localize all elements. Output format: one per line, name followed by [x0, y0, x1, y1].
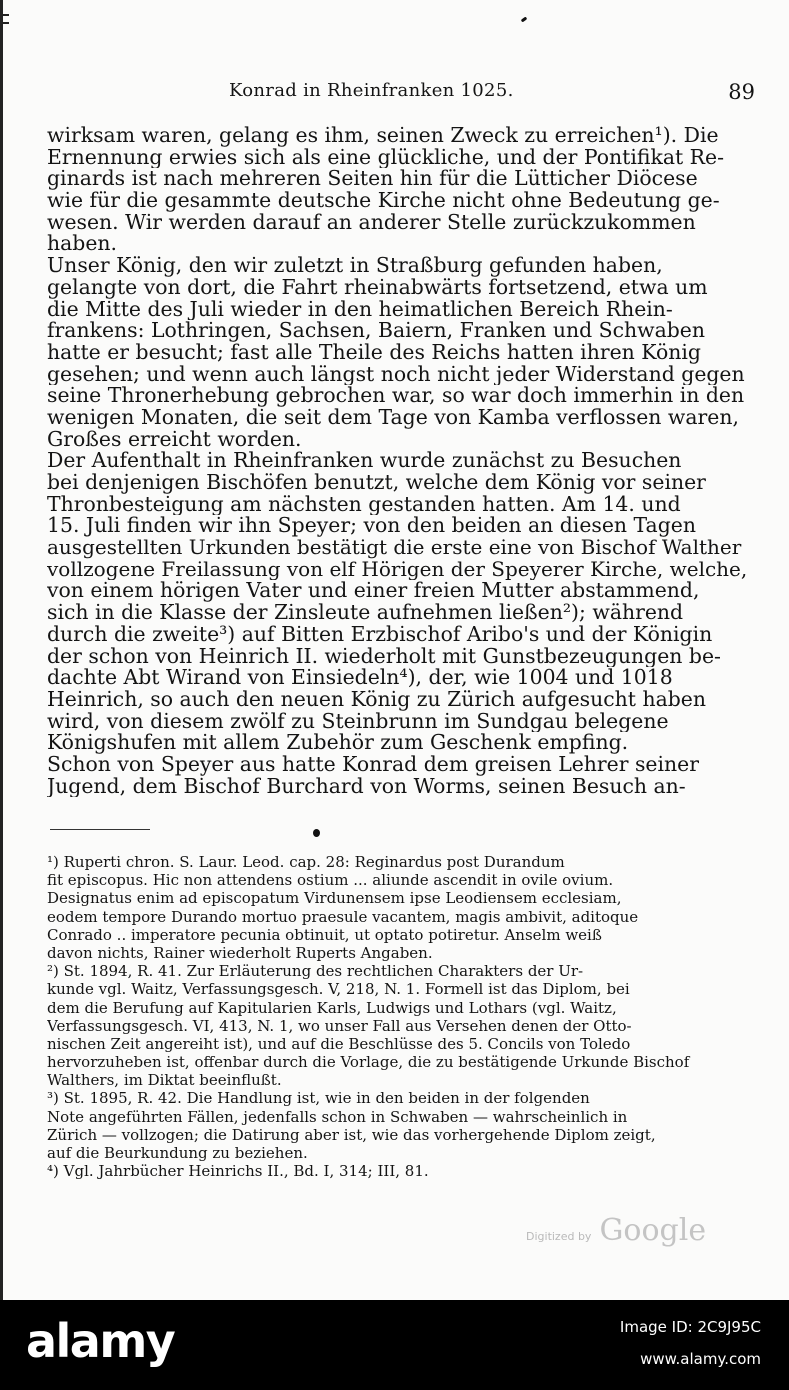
- body-line: gelangte von dort, die Fahrt rheinabwärts fortsetzend, etwa um: [47, 276, 708, 299]
- digitized-label: Digitized by: [526, 1230, 592, 1243]
- body-line: Heinrich, so auch den neuen König zu Zürich aufgesucht haben: [47, 688, 707, 711]
- footnote-line: Verfassungsgesch. VI, 413, N. 1, wo unser Fall aus Versehen denen der Otto-: [47, 1016, 632, 1035]
- footnote-line: Note angeführten Fällen, jedenfalls schon in Schwaben — wahrscheinlich in: [47, 1107, 628, 1126]
- footnote-line: Walthers, im Diktat beeinflußt.: [47, 1071, 282, 1090]
- ink-dot: [313, 829, 320, 837]
- body-line: gesehen; und wenn auch längst noch nicht jeder Widerstand gegen: [47, 363, 745, 386]
- footnote-line: ⁴) Vgl. Jahrbücher Heinrichs II., Bd. I, 314; III, 81.: [47, 1162, 429, 1181]
- page-edge-tick: [0, 22, 9, 24]
- alamy-url: www.alamy.com: [640, 1350, 761, 1368]
- footnote-line: Designatus enim ad episcopatum Virdunensem ipse Leodiensem ecclesiam,: [47, 889, 622, 908]
- body-line: der schon von Heinrich II. wiederholt mit Gunstbezeugungen be-: [47, 645, 721, 668]
- body-line: ausgestellten Urkunden bestätigt die erste eine von Bischof Walther: [47, 537, 742, 559]
- body-line: wenigen Monaten, die seit dem Tage von Kamba verflossen waren,: [47, 406, 739, 429]
- footnote-line: ¹) Ruperti chron. S. Laur. Leod. cap. 28: Reginardus post Durandum: [47, 853, 565, 871]
- body-line: von einem hörigen Vater und einer freien Mutter abstammend,: [47, 580, 700, 603]
- body-line: durch die zweite³) auf Bitten Erzbischof Aribo's und der Königin: [47, 623, 713, 646]
- body-line: frankens: Lothringen, Sachsen, Baiern, Franken und Schwaben: [47, 320, 705, 342]
- google-watermark: [526, 1213, 706, 1253]
- body-text: [47, 125, 747, 797]
- page-edge-rule: [0, 0, 3, 1300]
- body-line: sich in die Klasse der Zinsleute aufnehmen ließen²); während: [47, 602, 684, 624]
- body-line: Großes erreicht worden.: [47, 428, 302, 451]
- body-line: wesen. Wir werden darauf an anderer Stelle zurückzukommen: [47, 211, 696, 234]
- body-line: Schon von Speyer aus hatte Konrad dem greisen Lehrer seiner: [47, 753, 699, 776]
- body-line: Thronbesteigung am nächsten gestanden hatten. Am 14. und: [47, 493, 681, 516]
- body-line: wie für die gesammte deutsche Kirche nicht ohne Bedeutung ge-: [47, 190, 720, 212]
- page-edge-tick: [0, 14, 9, 16]
- body-line: Der Aufenthalt in Rheinfranken wurde zunächst zu Besuchen: [47, 450, 682, 472]
- footnotes: [47, 853, 747, 1180]
- alamy-logo: alamy: [26, 1314, 175, 1368]
- body-line: Königshufen mit allem Zubehör zum Geschenk empfing.: [47, 732, 629, 754]
- footnote-line: Conrado .. imperatore pecunia obtinuit, ut optato potiretur. Anselm weiß: [47, 925, 602, 944]
- footnote-line: ²) St. 1894, R. 41. Zur Erläuterung des rechtlichen Charakters der Ur-: [47, 962, 584, 981]
- scan-speck: [521, 17, 528, 23]
- body-line: wirksam waren, gelang es ihm, seinen Zweck zu erreichen¹). Die: [47, 125, 719, 147]
- body-line: Unser König, den wir zuletzt in Straßburg gefunden haben,: [47, 255, 663, 277]
- running-head: Konrad in Rheinfranken 1025.: [229, 80, 514, 101]
- footnote-line: nischen Zeit angereiht ist), und auf die Beschlüsse des 5. Concils von Toledo: [47, 1034, 631, 1053]
- image-id: Image ID: 2C9J95C: [619, 1318, 761, 1336]
- body-line: dachte Abt Wirand von Einsiedeln⁴), der, wie 1004 und 1018: [47, 667, 673, 689]
- footnote-separator: [50, 829, 150, 830]
- page-number: 89: [728, 80, 755, 104]
- footnote-line: dem die Berufung auf Kapitularien Karls, Ludwigs und Lothars (vgl. Waitz,: [47, 998, 617, 1017]
- body-line: hatte er besucht; fast alle Theile des Reichs hatten ihren König: [47, 341, 701, 364]
- footnote-line: Zürich — vollzogen; die Datirung aber ist, wie das vorhergehende Diplom zeigt,: [47, 1125, 656, 1144]
- google-logo: Google: [599, 1213, 707, 1248]
- footnote-line: davon nichts, Rainer wiederholt Ruperts Angaben.: [47, 943, 433, 962]
- footnote-line: ³) St. 1895, R. 42. Die Handlung ist, wie in den beiden in der folgenden: [47, 1089, 590, 1108]
- footnote-line: fit episcopus. Hic non attendens ostium ... aliunde ascendit in ovile ovium.: [47, 871, 614, 890]
- footnote-line: kunde vgl. Waitz, Verfassungsgesch. V, 218, N. 1. Formell ist das Diplom, bei: [47, 980, 630, 999]
- body-line: wird, von diesem zwölf zu Steinbrunn im Sundgau belegene: [47, 710, 669, 733]
- body-line: 15. Juli finden wir ihn Speyer; von den beiden an diesen Tagen: [47, 515, 696, 538]
- body-line: seine Thronerhebung gebrochen war, so war doch immerhin in den: [47, 385, 745, 407]
- body-line: bei denjenigen Bischöfen benutzt, welche dem König vor seiner: [47, 472, 706, 494]
- body-line: Jugend, dem Bischof Burchard von Worms, seinen Besuch an-: [47, 775, 686, 798]
- footnote-line: hervorzuheben ist, offenbar durch die Vorlage, die zu bestätigende Urkunde Bischof: [47, 1053, 690, 1072]
- body-line: vollzogene Freilassung von elf Hörigen der Speyerer Kirche, welche,: [47, 558, 747, 581]
- body-line: ginards ist nach mehreren Seiten hin für die Lütticher Diöcese: [47, 168, 698, 191]
- body-line: haben.: [47, 233, 118, 256]
- footnote-line: auf die Beurkundung zu beziehen.: [47, 1144, 308, 1162]
- body-line: Ernennung erwies sich als eine glückliche, und der Pontifikat Re-: [47, 146, 724, 169]
- body-line: die Mitte des Juli wieder in den heimatlichen Bereich Rhein-: [47, 298, 673, 321]
- footnote-line: eodem tempore Durando mortuo praesule vacantem, magis ambivit, aditoque: [47, 907, 639, 926]
